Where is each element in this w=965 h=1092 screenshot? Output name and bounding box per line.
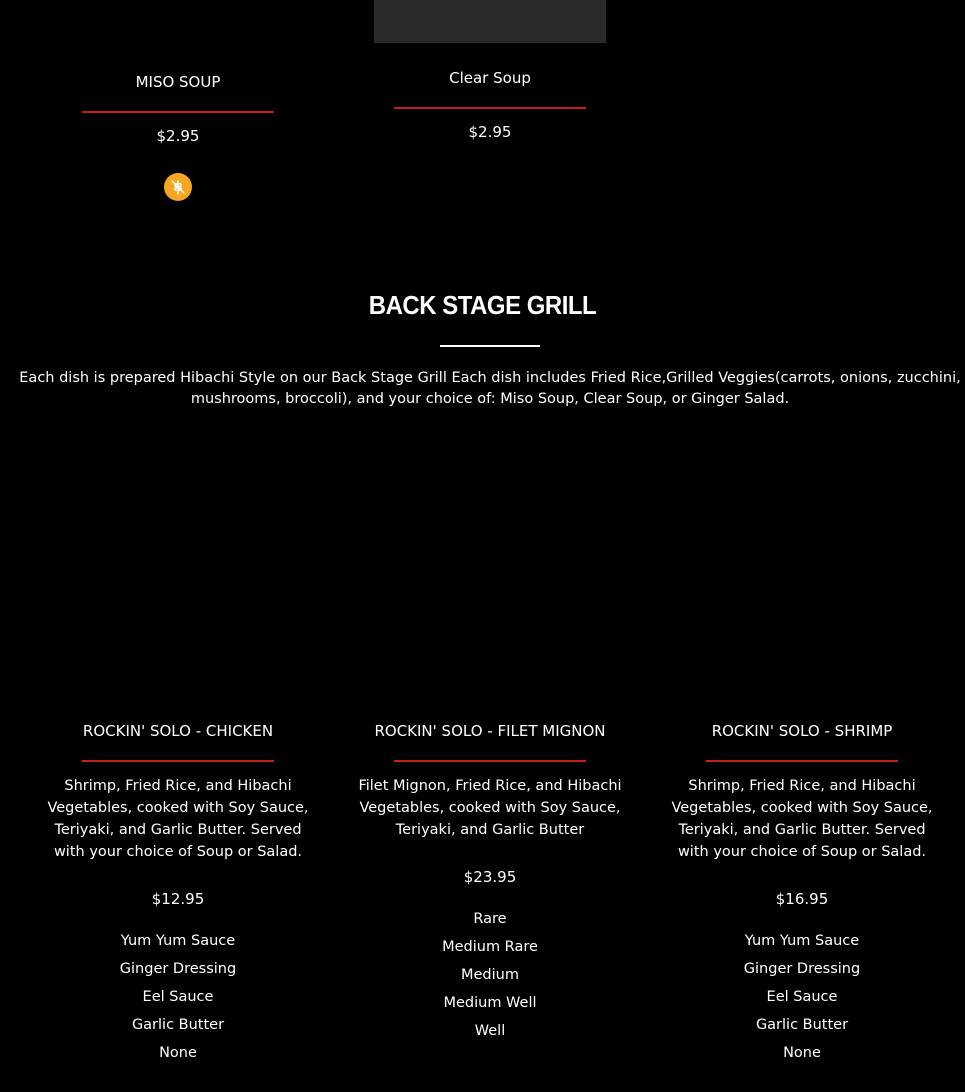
option-item[interactable]: Yum Yum Sauce [744, 933, 860, 949]
clear-soup-image[interactable] [374, 0, 606, 43]
section-description: Each dish is prepared Hibachi Style on our Back Stage Grill Each dish includes Fried Rice,Grilled Veggies(carrots, onions, zucchini, mushrooms, broccoli), and your choice of: Miso Soup, Clear Soup, or Ginger Salad. [19, 370, 961, 407]
menu-item-clear-soup[interactable] [374, 68, 606, 142]
item-name: ROCKIN' SOLO - CHICKEN [82, 722, 274, 740]
item-name: ROCKIN' SOLO - SHRIMP [711, 722, 893, 740]
menu-item-rockin-solo-chicken[interactable] [40, 721, 316, 1067]
section-divider [440, 345, 540, 347]
sauce-options [664, 927, 940, 1067]
option-item[interactable]: Rare [473, 911, 507, 927]
item-divider [82, 111, 274, 113]
item-price: $23.95 [463, 868, 517, 886]
temperature-options [352, 905, 628, 1045]
option-item[interactable]: Medium Well [443, 995, 537, 1011]
option-item[interactable]: Garlic Butter [755, 1017, 849, 1033]
item-name: ROCKIN' SOLO - FILET MIGNON [374, 722, 606, 740]
item-description: Shrimp, Fried Rice, and Hibachi Vegetables, cooked with Soy Sauce, Teriyaki, and Garlic Butter. Served with your choice of Soup or Salad. [47, 778, 309, 860]
option-item[interactable]: Medium [461, 967, 519, 983]
menu-item-rockin-solo-shrimp[interactable] [664, 721, 940, 1067]
item-divider [394, 760, 586, 762]
menu-item-miso-soup[interactable] [62, 72, 294, 146]
item-price: $12.95 [151, 890, 205, 908]
item-divider [394, 107, 586, 109]
option-item[interactable]: Eel Sauce [766, 989, 838, 1005]
section-title: BACK STAGE GRILL [368, 290, 597, 320]
gluten-free-wheat-icon [164, 173, 192, 201]
item-divider [706, 760, 898, 762]
item-description: Filet Mignon, Fried Rice, and Hibachi Vegetables, cooked with Soy Sauce, Teriyaki, and Garlic Butter [358, 778, 622, 838]
item-price: $2.95 [468, 123, 512, 141]
option-item[interactable]: Ginger Dressing [743, 961, 861, 977]
sauce-options [40, 927, 316, 1067]
option-item[interactable]: Yum Yum Sauce [120, 933, 236, 949]
option-item[interactable]: Ginger Dressing [119, 961, 237, 977]
item-divider [82, 760, 274, 762]
option-item[interactable]: Well [474, 1023, 506, 1039]
item-price: $16.95 [775, 890, 829, 908]
item-name: Clear Soup [449, 69, 531, 87]
option-item[interactable]: Eel Sauce [142, 989, 214, 1005]
option-item[interactable]: None [159, 1045, 197, 1061]
item-price: $2.95 [156, 127, 200, 145]
option-item[interactable]: None [783, 1045, 821, 1061]
option-item[interactable]: Garlic Butter [131, 1017, 225, 1033]
option-item[interactable]: Medium Rare [442, 939, 538, 955]
menu-item-rockin-solo-filet-mignon[interactable] [352, 721, 628, 1045]
item-description: Shrimp, Fried Rice, and Hibachi Vegetables, cooked with Soy Sauce, Teriyaki, and Garlic Butter. Served with your choice of Soup or Salad. [671, 778, 933, 860]
item-name: MISO SOUP [135, 73, 221, 91]
